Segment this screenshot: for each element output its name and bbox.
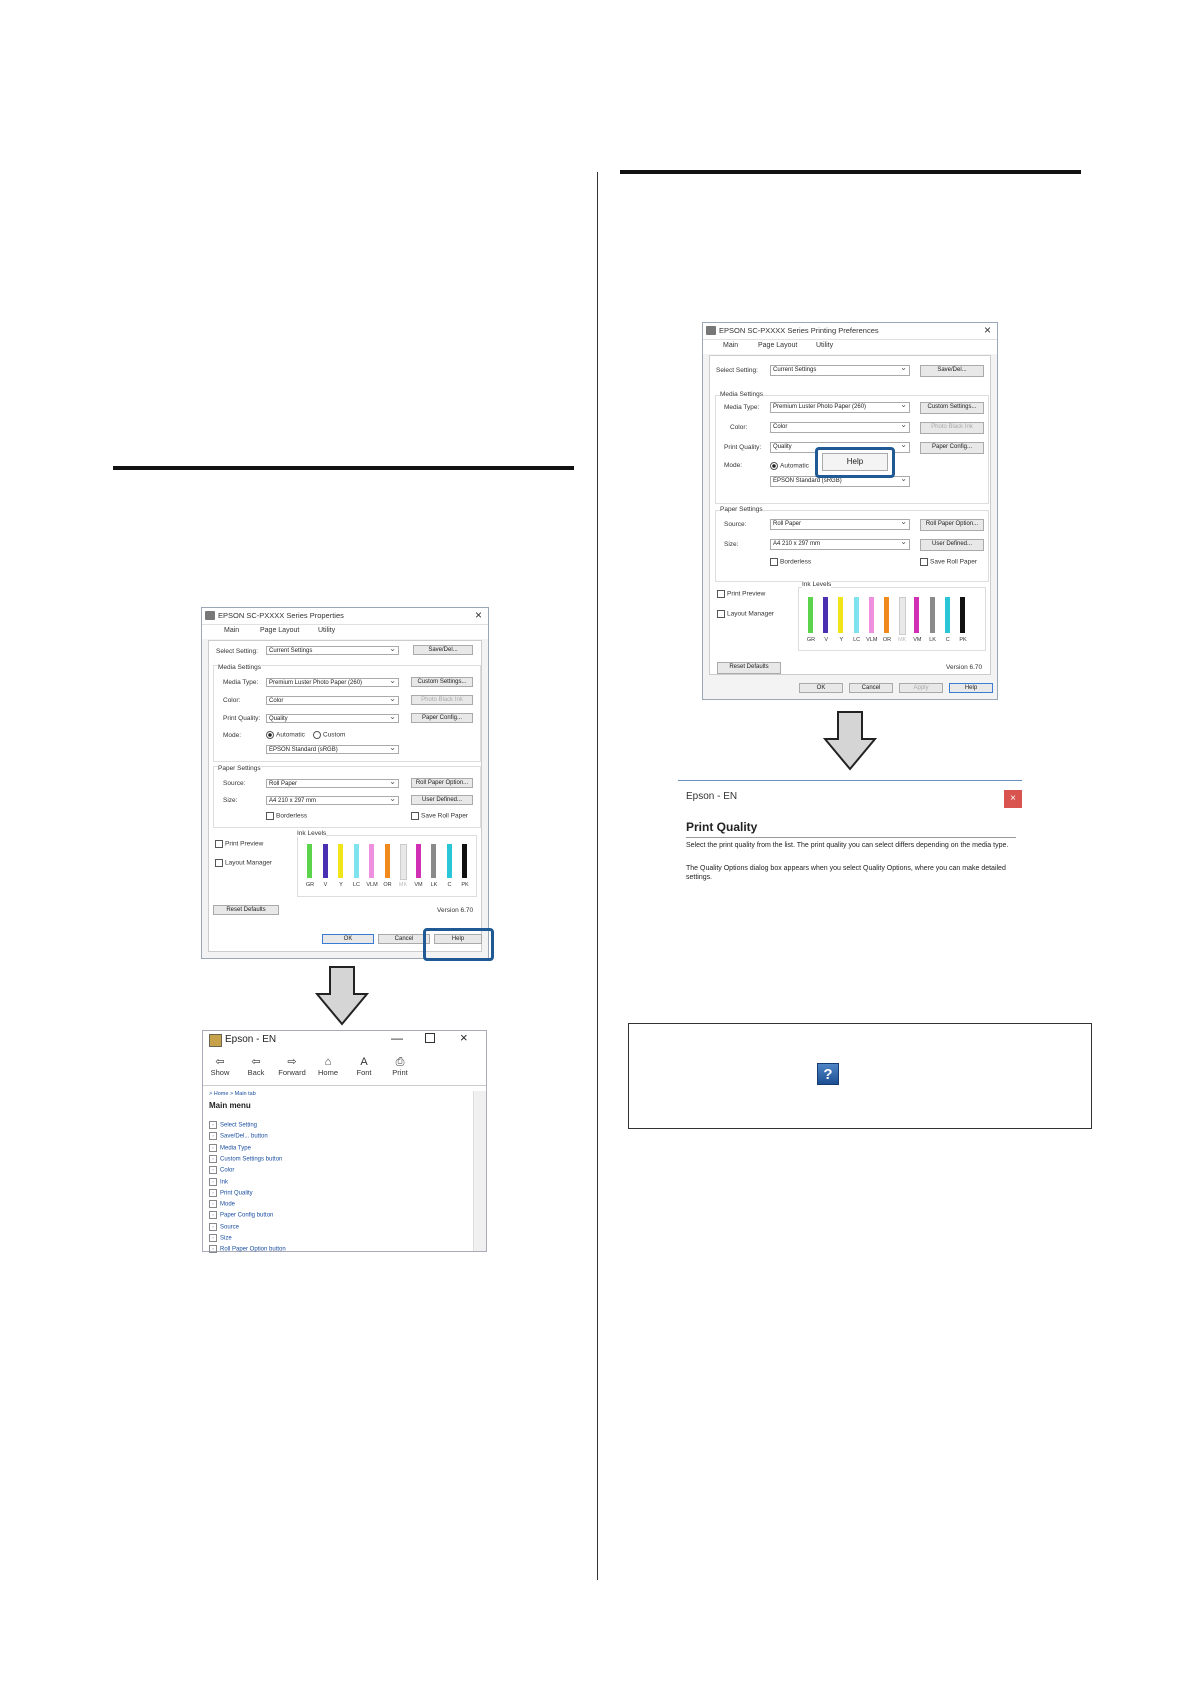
apply-button[interactable]: Apply bbox=[899, 683, 943, 693]
ink-bar-mk bbox=[899, 597, 906, 635]
size-dropdown[interactable]: A4 210 x 297 mm ⌄ bbox=[266, 796, 399, 805]
save-roll-paper-checkbox[interactable] bbox=[920, 558, 977, 566]
ink-label-pk: PK bbox=[959, 637, 967, 643]
tab-main[interactable]: Main bbox=[723, 342, 739, 349]
help-link[interactable] bbox=[209, 1200, 235, 1208]
paper-settings-label: Paper Settings bbox=[218, 765, 261, 772]
help-link[interactable] bbox=[209, 1166, 234, 1174]
ink-bar-v bbox=[323, 844, 328, 878]
toolbar-home[interactable]: ⌂ Home bbox=[313, 1056, 343, 1077]
photo-black-ink-button[interactable]: Photo Black Ink bbox=[411, 695, 473, 705]
help-popup[interactable]: Help bbox=[822, 453, 888, 471]
ink-label-lk: LK bbox=[929, 637, 936, 643]
ink-label-gr: GR bbox=[806, 637, 816, 643]
ink-bar-c bbox=[447, 844, 452, 878]
help-link[interactable] bbox=[209, 1211, 273, 1219]
layout-manager-checkbox[interactable] bbox=[215, 859, 272, 867]
size-label: Size: bbox=[223, 797, 238, 804]
maximize-icon[interactable] bbox=[425, 1033, 435, 1043]
dialog-titlebar bbox=[703, 323, 997, 340]
properties-dialog bbox=[201, 607, 489, 959]
source-label: Source: bbox=[223, 780, 246, 787]
ink-bar-mk bbox=[400, 844, 407, 880]
dialog-titlebar bbox=[202, 608, 488, 625]
ink-bar-pk bbox=[462, 844, 467, 878]
paper-settings-label: Paper Settings bbox=[720, 506, 763, 513]
media-type-label: Media Type: bbox=[724, 404, 760, 411]
print-quality-dropdown[interactable]: Quality ⌄ bbox=[770, 442, 910, 453]
save-del-button[interactable]: Save/Del... bbox=[413, 645, 473, 655]
photo-black-ink-button[interactable]: Photo Black Ink bbox=[920, 422, 984, 434]
help-heading: Main menu bbox=[209, 1101, 251, 1110]
help-question-icon: ? bbox=[817, 1063, 839, 1085]
size-label: Size: bbox=[724, 541, 739, 548]
help-link-label: Mode bbox=[220, 1201, 236, 1208]
save-del-button[interactable]: Save/Del... bbox=[920, 365, 984, 377]
ink-bar-vlm bbox=[869, 597, 874, 633]
media-settings-label: Media Settings bbox=[218, 664, 261, 671]
ink-bar-lc bbox=[854, 597, 859, 633]
forward-icon: ⇨ bbox=[287, 1056, 297, 1068]
ink-label-vlm: VLM bbox=[866, 637, 878, 643]
link-bullet-icon: › bbox=[209, 1166, 217, 1174]
cancel-button[interactable]: Cancel bbox=[378, 934, 430, 944]
print-preview-checkbox[interactable] bbox=[215, 840, 263, 848]
select-setting-label: Select Setting: bbox=[716, 367, 758, 374]
close-icon[interactable]: × bbox=[474, 608, 482, 622]
help-titlebar bbox=[203, 1031, 486, 1049]
color-dropdown[interactable]: Color ⌄ bbox=[266, 696, 399, 705]
back-icon: ⇦ bbox=[251, 1056, 261, 1068]
ink-bar-lk bbox=[930, 597, 935, 633]
help-topic-title: Epson - EN bbox=[686, 791, 738, 802]
print-preview-label: Print Preview bbox=[225, 840, 264, 848]
ink-bar-y bbox=[838, 597, 843, 633]
mode-custom-radio[interactable] bbox=[313, 731, 345, 739]
ink-bar-pk bbox=[960, 597, 965, 633]
borderless-label: Borderless bbox=[276, 812, 308, 820]
help-link-label: Color bbox=[220, 1167, 235, 1174]
section-rule-right bbox=[620, 170, 1081, 174]
user-defined-button[interactable]: User Defined... bbox=[411, 795, 473, 805]
ink-bar-c bbox=[945, 597, 950, 633]
ink-bar-vm bbox=[914, 597, 919, 633]
down-arrow-icon bbox=[823, 711, 877, 771]
dialog-body bbox=[208, 640, 482, 952]
mode-dropdown[interactable]: EPSON Standard (sRGB) ⌄ bbox=[770, 476, 910, 487]
help-link[interactable] bbox=[209, 1144, 251, 1152]
help-button[interactable]: Help bbox=[434, 934, 482, 944]
ink-bar-vlm bbox=[369, 844, 374, 878]
ok-button[interactable]: OK bbox=[322, 934, 374, 944]
toolbar-font[interactable]: A Font bbox=[349, 1056, 379, 1077]
ink-levels-label: Ink Levels bbox=[802, 581, 832, 588]
section-rule-left bbox=[113, 466, 574, 470]
link-bullet-icon: › bbox=[209, 1155, 217, 1163]
source-dropdown[interactable]: Roll Paper ⌄ bbox=[266, 779, 399, 788]
version-label: Version 6.70 bbox=[946, 664, 983, 671]
dialog-title: EPSON SC-PXXXX Series Printing Preferences bbox=[719, 326, 879, 335]
note-box bbox=[628, 1023, 1092, 1129]
dialog-title: EPSON SC-PXXXX Series Properties bbox=[218, 611, 344, 620]
link-bullet-icon: › bbox=[209, 1211, 217, 1219]
help-topic-paragraph-2: The Quality Options dialog box appears when you select Quality Options, where you can make detailed settings. bbox=[686, 865, 1006, 881]
tab-utility[interactable]: Utility bbox=[816, 342, 834, 349]
link-bullet-icon: › bbox=[209, 1200, 217, 1208]
ink-label-mk: MK bbox=[898, 637, 907, 643]
link-bullet-icon: › bbox=[209, 1234, 217, 1242]
ink-label-lk: LK bbox=[430, 882, 438, 888]
toolbar-forward[interactable]: ⇨ Forward bbox=[278, 1056, 306, 1077]
layout-manager-label: Layout Manager bbox=[225, 859, 272, 867]
help-link-label: Paper Config button bbox=[220, 1212, 274, 1219]
help-link[interactable] bbox=[209, 1155, 282, 1163]
ink-label-y: Y bbox=[839, 637, 844, 643]
close-icon[interactable]: × bbox=[983, 323, 991, 337]
ink-label-vm: VM bbox=[913, 637, 922, 643]
close-icon[interactable]: × bbox=[1004, 790, 1022, 808]
ok-button[interactable]: OK bbox=[799, 683, 843, 693]
ink-label-mk: MK bbox=[398, 882, 408, 888]
ink-label-vlm: VLM bbox=[366, 882, 378, 888]
color-dropdown[interactable]: Color ⌄ bbox=[770, 422, 910, 433]
print-preview-label: Print Preview bbox=[727, 590, 766, 598]
mode-automatic-label: Automatic bbox=[780, 462, 809, 470]
help-book-icon bbox=[209, 1034, 222, 1047]
link-bullet-icon: › bbox=[209, 1178, 217, 1186]
help-topic-window bbox=[678, 780, 1022, 901]
ink-levels-label: Ink Levels bbox=[297, 830, 327, 837]
help-link[interactable] bbox=[209, 1132, 268, 1140]
help-link[interactable] bbox=[209, 1121, 257, 1129]
custom-settings-button[interactable]: Custom Settings... bbox=[411, 677, 473, 687]
dialog-tabs bbox=[703, 340, 997, 354]
ink-label-lc: LC bbox=[352, 882, 361, 888]
down-arrow-icon bbox=[315, 966, 369, 1026]
help-content-divider bbox=[203, 1085, 486, 1086]
tab-main[interactable]: Main bbox=[224, 627, 240, 634]
help-link[interactable] bbox=[209, 1245, 286, 1253]
borderless-label: Borderless bbox=[780, 558, 812, 566]
print-preview-checkbox[interactable] bbox=[717, 590, 765, 598]
mode-automatic-radio[interactable] bbox=[770, 462, 809, 470]
show-icon: ⇦ bbox=[215, 1056, 225, 1068]
scrollbar[interactable] bbox=[473, 1091, 486, 1251]
cancel-button[interactable]: Cancel bbox=[849, 683, 893, 693]
link-bullet-icon: › bbox=[209, 1223, 217, 1231]
roll-paper-option-button[interactable]: Roll Paper Option... bbox=[920, 519, 984, 531]
tab-page-layout[interactable]: Page Layout bbox=[758, 342, 798, 349]
borderless-checkbox[interactable] bbox=[770, 558, 811, 566]
save-roll-paper-label: Save Roll Paper bbox=[930, 558, 977, 566]
ink-label-pk: PK bbox=[461, 882, 469, 888]
help-link-label: Roll Paper Option button bbox=[220, 1246, 286, 1253]
ink-bar-lc bbox=[354, 844, 359, 878]
help-link-label: Source bbox=[220, 1224, 240, 1231]
ink-bar-or bbox=[385, 844, 390, 878]
help-link-label: Select Setting bbox=[220, 1122, 258, 1129]
print-quality-dropdown[interactable]: Quality ⌄ bbox=[266, 714, 399, 723]
close-icon[interactable]: × bbox=[460, 1030, 468, 1045]
help-button-highlight bbox=[423, 928, 494, 961]
dialog-tabs bbox=[202, 625, 488, 639]
source-dropdown[interactable]: Roll Paper ⌄ bbox=[770, 519, 910, 530]
media-type-dropdown[interactable]: Premium Luster Photo Paper (260) ⌄ bbox=[770, 402, 910, 413]
reset-defaults-button[interactable]: Reset Defaults bbox=[717, 662, 781, 674]
media-settings-label: Media Settings bbox=[720, 391, 763, 398]
ink-bar-lk bbox=[431, 844, 436, 878]
ink-label-c: C bbox=[945, 637, 950, 643]
link-bullet-icon: › bbox=[209, 1121, 217, 1129]
mode-custom-label: Custom bbox=[323, 731, 346, 739]
ink-label-or: OR bbox=[882, 637, 892, 643]
paper-config-button[interactable]: Paper Config... bbox=[920, 442, 984, 454]
mode-automatic-label: Automatic bbox=[276, 731, 305, 739]
help-link-label: Media Type bbox=[220, 1145, 251, 1152]
media-type-label: Media Type: bbox=[223, 679, 259, 686]
color-label: Color: bbox=[730, 424, 748, 431]
home-icon: ⌂ bbox=[324, 1056, 332, 1068]
font-icon: A bbox=[360, 1056, 368, 1068]
custom-settings-button[interactable]: Custom Settings... bbox=[920, 402, 984, 414]
size-dropdown[interactable]: A4 210 x 297 mm ⌄ bbox=[770, 539, 910, 550]
ink-label-v: V bbox=[323, 882, 328, 888]
toolbar-show[interactable]: ⇦ Show bbox=[205, 1056, 235, 1077]
ink-label-lc: LC bbox=[853, 637, 861, 643]
help-link-label: Size bbox=[220, 1235, 232, 1242]
help-link-label: Ink bbox=[220, 1179, 229, 1186]
print-quality-label: Print Quality: bbox=[223, 715, 261, 722]
user-defined-button[interactable]: User Defined... bbox=[920, 539, 984, 551]
version-label: Version 6.70 bbox=[437, 907, 474, 914]
help-window bbox=[202, 1030, 487, 1252]
source-label: Source: bbox=[724, 521, 747, 528]
toolbar-back[interactable]: ⇦ Back bbox=[241, 1056, 271, 1077]
layout-manager-label: Layout Manager bbox=[727, 610, 774, 618]
ink-bar-v bbox=[823, 597, 828, 633]
printer-icon bbox=[205, 611, 215, 620]
help-link-label: Custom Settings button bbox=[220, 1156, 283, 1163]
link-bullet-icon: › bbox=[209, 1144, 217, 1152]
mode-label: Mode: bbox=[223, 732, 242, 739]
media-type-dropdown[interactable]: Premium Luster Photo Paper (260) ⌄ bbox=[266, 678, 399, 687]
ink-bar-gr bbox=[307, 844, 312, 878]
ink-bar-y bbox=[338, 844, 343, 878]
link-bullet-icon: › bbox=[209, 1189, 217, 1197]
help-topic-heading: Print Quality bbox=[686, 820, 758, 834]
tab-page-layout[interactable]: Page Layout bbox=[260, 627, 300, 634]
select-setting-dropdown[interactable]: Current Settings ⌄ bbox=[770, 365, 910, 376]
layout-manager-checkbox[interactable] bbox=[717, 610, 774, 618]
ink-label-v: V bbox=[824, 637, 829, 643]
minimize-icon[interactable]: — bbox=[391, 1031, 403, 1045]
color-label: Color: bbox=[223, 697, 241, 704]
help-topic-rule bbox=[686, 837, 1016, 838]
select-setting-label: Select Setting: bbox=[216, 648, 258, 655]
breadcrumb[interactable]: > Home > Main tab bbox=[209, 1091, 256, 1097]
help-button[interactable]: Help bbox=[949, 683, 993, 693]
save-roll-paper-label: Save Roll Paper bbox=[421, 812, 468, 820]
help-link[interactable] bbox=[209, 1189, 253, 1197]
help-topic-paragraph-1: Select the print quality from the list. The print quality you can select differs depending on the media type. bbox=[686, 842, 1009, 849]
link-bullet-icon: › bbox=[209, 1132, 217, 1140]
help-link[interactable] bbox=[209, 1178, 228, 1186]
mode-dropdown[interactable]: EPSON Standard (sRGB) ⌄ bbox=[266, 745, 399, 754]
toolbar-print[interactable]: ⎙ Print bbox=[385, 1056, 415, 1077]
print-icon: ⎙ bbox=[395, 1056, 405, 1068]
print-quality-label: Print Quality: bbox=[724, 444, 762, 451]
link-bullet-icon: › bbox=[209, 1245, 217, 1253]
ink-label-gr: GR bbox=[305, 882, 315, 888]
tab-utility[interactable]: Utility bbox=[318, 627, 336, 634]
ink-bar-or bbox=[884, 597, 889, 633]
help-link-label: Print Quality bbox=[220, 1190, 253, 1197]
paper-config-button[interactable]: Paper Config... bbox=[411, 713, 473, 723]
help-link-label: Save/Del... button bbox=[220, 1133, 268, 1140]
ink-bar-vm bbox=[416, 844, 421, 878]
select-setting-dropdown[interactable]: Current Settings ⌄ bbox=[266, 646, 399, 655]
reset-defaults-button[interactable]: Reset Defaults bbox=[213, 905, 279, 915]
help-title: Epson - EN bbox=[225, 1034, 277, 1045]
mode-automatic-radio[interactable] bbox=[266, 731, 305, 739]
mode-label: Mode: bbox=[724, 462, 743, 469]
preferences-dialog bbox=[702, 322, 998, 700]
printer-icon bbox=[706, 326, 716, 335]
help-link[interactable] bbox=[209, 1234, 232, 1242]
ink-label-vm: VM bbox=[414, 882, 423, 888]
save-roll-paper-checkbox[interactable] bbox=[411, 812, 468, 820]
help-link[interactable] bbox=[209, 1223, 239, 1231]
ink-label-or: OR bbox=[383, 882, 392, 888]
column-divider bbox=[597, 172, 598, 1580]
ink-label-c: C bbox=[447, 882, 452, 888]
borderless-checkbox[interactable] bbox=[266, 812, 307, 820]
ink-bar-gr bbox=[808, 597, 813, 633]
roll-paper-option-button[interactable]: Roll Paper Option... bbox=[411, 778, 473, 788]
dialog-body bbox=[709, 355, 991, 675]
ink-label-y: Y bbox=[339, 882, 343, 888]
